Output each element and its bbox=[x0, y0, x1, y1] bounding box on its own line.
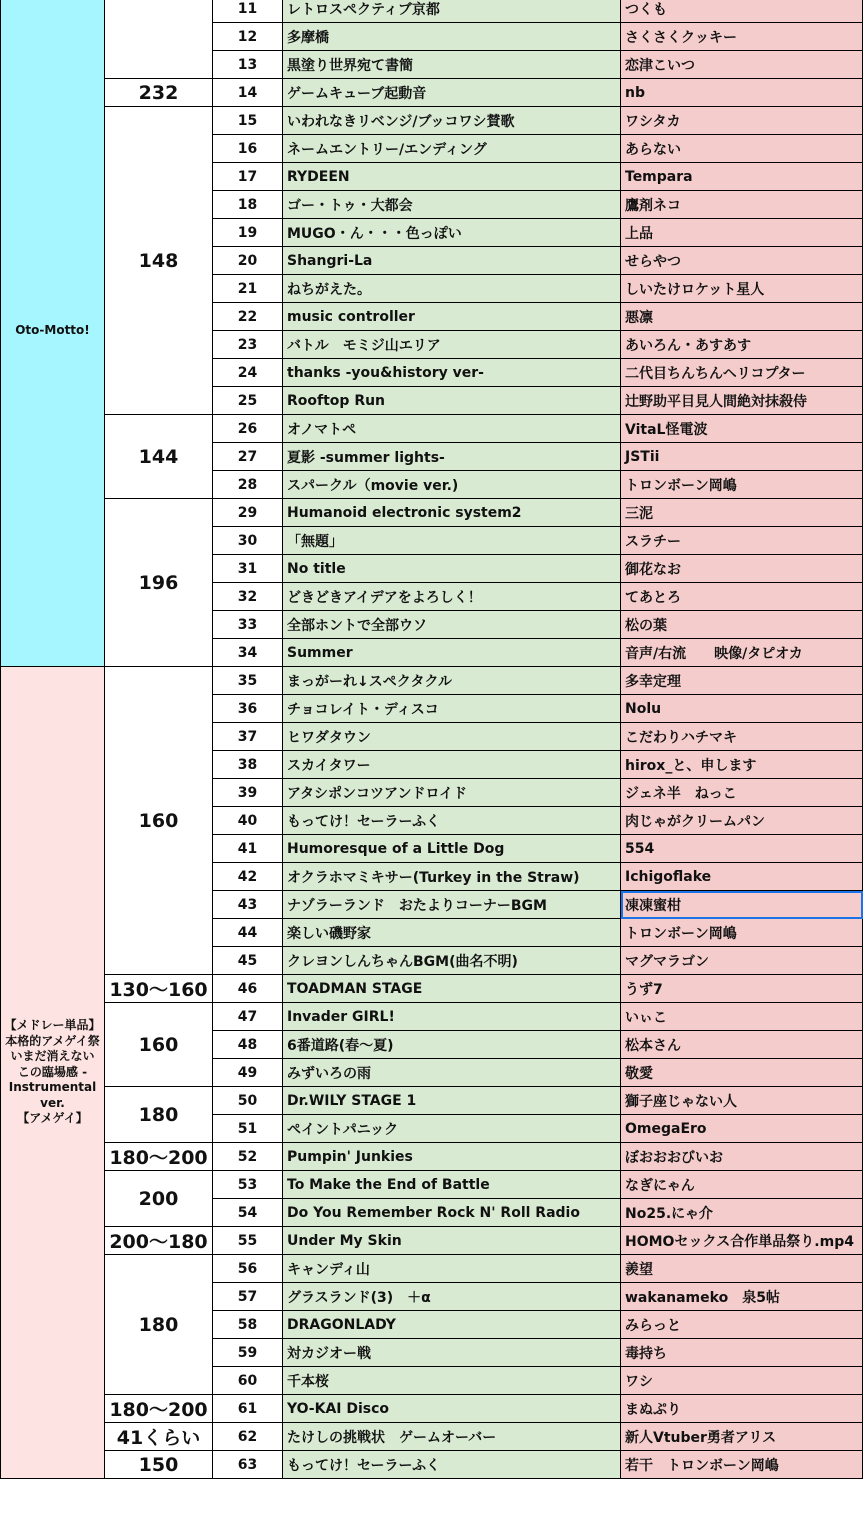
artist-cell[interactable]: トロンボーン岡嶋 bbox=[621, 919, 863, 947]
track-number-cell[interactable]: 51 bbox=[213, 1115, 283, 1143]
title-cell[interactable]: Shangri-La bbox=[283, 247, 621, 275]
track-number-cell[interactable]: 40 bbox=[213, 807, 283, 835]
track-number-cell[interactable]: 45 bbox=[213, 947, 283, 975]
artist-cell[interactable]: いぃこ bbox=[621, 1003, 863, 1031]
table-row bbox=[1, 1003, 863, 1031]
title-cell[interactable]: music controller bbox=[283, 303, 621, 331]
title-cell[interactable]: クレヨンしんちゃんBGM(曲名不明) bbox=[283, 947, 621, 975]
bpm-cell[interactable]: 196 bbox=[105, 499, 213, 667]
table-row bbox=[1, 1171, 863, 1199]
track-number-cell[interactable]: 55 bbox=[213, 1227, 283, 1255]
track-number-cell[interactable]: 39 bbox=[213, 779, 283, 807]
track-number-cell[interactable]: 52 bbox=[213, 1143, 283, 1171]
artist-cell[interactable]: 二代目ちんちんヘリコプター bbox=[621, 359, 863, 387]
artist-cell[interactable]: wakanameko 泉5帖 bbox=[621, 1283, 863, 1311]
bpm-cell[interactable]: 130～160 bbox=[105, 975, 213, 1003]
title-cell[interactable]: アタシポンコツアンドロイド bbox=[283, 779, 621, 807]
bpm-cell[interactable]: 232 bbox=[105, 79, 213, 107]
title-cell[interactable]: いわれなきリベンジ/ブッコワシ賛歌 bbox=[283, 107, 621, 135]
track-number-cell[interactable]: 49 bbox=[213, 1059, 283, 1087]
title-cell[interactable]: ネームエントリー/エンディング bbox=[283, 135, 621, 163]
artist-cell[interactable]: 悪凛 bbox=[621, 303, 863, 331]
title-cell[interactable]: Pumpin' Junkies bbox=[283, 1143, 621, 1171]
title-cell[interactable]: To Make the End of Battle bbox=[283, 1171, 621, 1199]
section-cell[interactable]: 【メドレー単品】 本格的アメゲイ祭 いまだ消えない この臨場感 - Instrumental ver. 【アメゲイ】 bbox=[1, 667, 105, 1479]
artist-cell[interactable]: 羨望 bbox=[621, 1255, 863, 1283]
title-cell[interactable]: Summer bbox=[283, 639, 621, 667]
track-number-cell[interactable]: 36 bbox=[213, 695, 283, 723]
artist-cell[interactable]: 若干 トロンボーン岡嶋 bbox=[621, 1451, 863, 1479]
artist-cell[interactable]: あいろん・あすあす bbox=[621, 331, 863, 359]
track-number-cell[interactable]: 18 bbox=[213, 191, 283, 219]
artist-cell[interactable]: 多幸定理 bbox=[621, 667, 863, 695]
title-cell[interactable]: キャンディ山 bbox=[283, 1255, 621, 1283]
artist-cell[interactable]: 敬愛 bbox=[621, 1059, 863, 1087]
table-row bbox=[1, 1423, 863, 1451]
title-cell[interactable]: グラスランド(3) ＋α bbox=[283, 1283, 621, 1311]
artist-cell[interactable]: ワシタカ bbox=[621, 107, 863, 135]
bpm-cell[interactable]: 180～200 bbox=[105, 1395, 213, 1423]
track-number-cell[interactable]: 17 bbox=[213, 163, 283, 191]
title-cell[interactable]: みずいろの雨 bbox=[283, 1059, 621, 1087]
title-cell[interactable]: 多摩橋 bbox=[283, 23, 621, 51]
artist-cell[interactable]: No25.にゃ介 bbox=[621, 1199, 863, 1227]
bpm-cell[interactable]: 150 bbox=[105, 1451, 213, 1479]
title-cell[interactable]: YO-KAI Disco bbox=[283, 1395, 621, 1423]
table-row bbox=[1, 1255, 863, 1283]
bpm-cell[interactable] bbox=[105, 0, 213, 79]
title-cell[interactable]: スカイタワー bbox=[283, 751, 621, 779]
track-number-cell[interactable]: 27 bbox=[213, 443, 283, 471]
artist-cell[interactable]: 毒持ち bbox=[621, 1339, 863, 1367]
track-number-cell[interactable]: 26 bbox=[213, 415, 283, 443]
title-cell[interactable]: Humoresque of a Little Dog bbox=[283, 835, 621, 863]
title-cell[interactable]: もってけ！セーラーふく bbox=[283, 807, 621, 835]
table-row bbox=[1, 1143, 863, 1171]
track-number-cell[interactable]: 14 bbox=[213, 79, 283, 107]
bpm-cell[interactable]: 180 bbox=[105, 1255, 213, 1395]
track-number-cell[interactable]: 32 bbox=[213, 583, 283, 611]
bpm-cell[interactable]: 180～200 bbox=[105, 1143, 213, 1171]
artist-cell[interactable]: 凍凍蜜柑 bbox=[621, 891, 863, 919]
track-number-cell[interactable]: 34 bbox=[213, 639, 283, 667]
title-cell[interactable]: オノマトペ bbox=[283, 415, 621, 443]
artist-cell[interactable]: まぬぷり bbox=[621, 1395, 863, 1423]
bpm-cell[interactable]: 200 bbox=[105, 1171, 213, 1227]
track-number-cell[interactable]: 54 bbox=[213, 1199, 283, 1227]
artist-cell[interactable]: 三泥 bbox=[621, 499, 863, 527]
track-number-cell[interactable]: 46 bbox=[213, 975, 283, 1003]
artist-cell[interactable]: 新人Vtuber勇者アリス bbox=[621, 1423, 863, 1451]
artist-cell[interactable]: 鷹剤ネコ bbox=[621, 191, 863, 219]
title-cell[interactable]: RYDEEN bbox=[283, 163, 621, 191]
title-cell[interactable]: どきどきアイデアをよろしく！ bbox=[283, 583, 621, 611]
table-row bbox=[1, 107, 863, 135]
artist-cell[interactable]: OmegaEro bbox=[621, 1115, 863, 1143]
title-cell[interactable]: Invader GIRL! bbox=[283, 1003, 621, 1031]
artist-cell[interactable]: さくさくクッキー bbox=[621, 23, 863, 51]
title-cell[interactable]: ねちがえた。 bbox=[283, 275, 621, 303]
table-row bbox=[1, 415, 863, 443]
track-number-cell[interactable]: 38 bbox=[213, 751, 283, 779]
track-number-cell[interactable]: 29 bbox=[213, 499, 283, 527]
track-number-cell[interactable]: 31 bbox=[213, 555, 283, 583]
title-cell[interactable]: 対カジオー戦 bbox=[283, 1339, 621, 1367]
table-row bbox=[1, 79, 863, 107]
artist-cell[interactable]: こだわりハチマキ bbox=[621, 723, 863, 751]
artist-cell[interactable]: あらない bbox=[621, 135, 863, 163]
title-cell[interactable]: MUGO・ん・・・色っぽい bbox=[283, 219, 621, 247]
track-number-cell[interactable]: 28 bbox=[213, 471, 283, 499]
artist-cell[interactable]: 辻野助平目見人間絶対抹殺侍 bbox=[621, 387, 863, 415]
title-cell[interactable]: ゲームキューブ起動音 bbox=[283, 79, 621, 107]
track-number-cell[interactable]: 61 bbox=[213, 1395, 283, 1423]
track-number-cell[interactable]: 25 bbox=[213, 387, 283, 415]
artist-cell[interactable]: なぎにゃん bbox=[621, 1171, 863, 1199]
table-row bbox=[1, 975, 863, 1003]
artist-cell[interactable]: Tempara bbox=[621, 163, 863, 191]
title-cell[interactable]: ゴー・トゥ・大都会 bbox=[283, 191, 621, 219]
track-number-cell[interactable]: 23 bbox=[213, 331, 283, 359]
track-number-cell[interactable]: 56 bbox=[213, 1255, 283, 1283]
track-number-cell[interactable]: 58 bbox=[213, 1311, 283, 1339]
title-cell[interactable]: 6番道路(春～夏) bbox=[283, 1031, 621, 1059]
title-cell[interactable]: 夏影 -summer lights- bbox=[283, 443, 621, 471]
artist-cell[interactable]: 獅子座じゃない人 bbox=[621, 1087, 863, 1115]
artist-cell[interactable]: つくも bbox=[621, 0, 863, 23]
title-cell[interactable]: たけしの挑戦状 ゲームオーバー bbox=[283, 1423, 621, 1451]
artist-cell[interactable]: ワシ bbox=[621, 1367, 863, 1395]
title-cell[interactable]: ナゾラーランド おたよりコーナーBGM bbox=[283, 891, 621, 919]
title-cell[interactable]: 楽しい磯野家 bbox=[283, 919, 621, 947]
table-row bbox=[1, 1451, 863, 1479]
title-cell[interactable]: スパークル（movie ver.) bbox=[283, 471, 621, 499]
track-number-cell[interactable]: 20 bbox=[213, 247, 283, 275]
bpm-cell[interactable]: 41くらい bbox=[105, 1423, 213, 1451]
track-number-cell[interactable]: 37 bbox=[213, 723, 283, 751]
track-number-cell[interactable]: 59 bbox=[213, 1339, 283, 1367]
artist-cell[interactable]: 御花なお bbox=[621, 555, 863, 583]
title-cell[interactable]: 「無題」 bbox=[283, 527, 621, 555]
table-row bbox=[1, 667, 863, 695]
table-row bbox=[1, 1227, 863, 1255]
artist-cell[interactable]: nb bbox=[621, 79, 863, 107]
artist-cell[interactable]: hirox_と、申します bbox=[621, 751, 863, 779]
bpm-cell[interactable]: 144 bbox=[105, 415, 213, 499]
artist-cell[interactable]: 恋津こいつ bbox=[621, 51, 863, 79]
track-number-cell[interactable]: 53 bbox=[213, 1171, 283, 1199]
table-row bbox=[1, 1087, 863, 1115]
bpm-cell[interactable]: 148 bbox=[105, 107, 213, 415]
track-number-cell[interactable]: 21 bbox=[213, 275, 283, 303]
title-cell[interactable]: ヒワダタウン bbox=[283, 723, 621, 751]
artist-cell[interactable]: 松本さん bbox=[621, 1031, 863, 1059]
track-number-cell[interactable]: 13 bbox=[213, 51, 283, 79]
title-cell[interactable]: Dr.WILY STAGE 1 bbox=[283, 1087, 621, 1115]
artist-cell[interactable]: ぼおおおびいお bbox=[621, 1143, 863, 1171]
artist-cell[interactable]: トロンボーン岡嶋 bbox=[621, 471, 863, 499]
track-number-cell[interactable]: 15 bbox=[213, 107, 283, 135]
table-row bbox=[1, 0, 863, 23]
artist-cell[interactable]: せらやつ bbox=[621, 247, 863, 275]
track-number-cell[interactable]: 62 bbox=[213, 1423, 283, 1451]
artist-cell[interactable]: しいたけロケット星人 bbox=[621, 275, 863, 303]
title-cell[interactable]: thanks -you&history ver- bbox=[283, 359, 621, 387]
title-cell[interactable]: 黒塗り世界宛て書簡 bbox=[283, 51, 621, 79]
title-cell[interactable]: チョコレイト・ディスコ bbox=[283, 695, 621, 723]
title-cell[interactable]: ペイントパニック bbox=[283, 1115, 621, 1143]
track-number-cell[interactable]: 11 bbox=[213, 0, 283, 23]
artist-cell[interactable]: 上品 bbox=[621, 219, 863, 247]
title-cell[interactable]: DRAGONLADY bbox=[283, 1311, 621, 1339]
track-number-cell[interactable]: 33 bbox=[213, 611, 283, 639]
track-number-cell[interactable]: 44 bbox=[213, 919, 283, 947]
title-cell[interactable]: Rooftop Run bbox=[283, 387, 621, 415]
title-cell[interactable]: Do You Remember Rock N' Roll Radio bbox=[283, 1199, 621, 1227]
track-number-cell[interactable]: 16 bbox=[213, 135, 283, 163]
table-row bbox=[1, 499, 863, 527]
artist-cell[interactable]: JSTii bbox=[621, 443, 863, 471]
artist-cell[interactable]: スラチー bbox=[621, 527, 863, 555]
track-number-cell[interactable]: 43 bbox=[213, 891, 283, 919]
track-number-cell[interactable]: 48 bbox=[213, 1031, 283, 1059]
artist-cell[interactable]: みらっと bbox=[621, 1311, 863, 1339]
track-number-cell[interactable]: 22 bbox=[213, 303, 283, 331]
artist-cell[interactable]: てあとろ bbox=[621, 583, 863, 611]
artist-cell[interactable]: マグマラゴン bbox=[621, 947, 863, 975]
title-cell[interactable]: TOADMAN STAGE bbox=[283, 975, 621, 1003]
title-cell[interactable]: 全部ホントで全部ウソ bbox=[283, 611, 621, 639]
artist-cell[interactable]: ジェネ半 ねっこ bbox=[621, 779, 863, 807]
section-cell[interactable]: Oto-Motto! bbox=[1, 0, 105, 667]
track-number-cell[interactable]: 24 bbox=[213, 359, 283, 387]
track-number-cell[interactable]: 63 bbox=[213, 1451, 283, 1479]
artist-cell[interactable]: 肉じゃがクリームパン bbox=[621, 807, 863, 835]
track-number-cell[interactable]: 42 bbox=[213, 863, 283, 891]
artist-cell[interactable]: Ichigoflake bbox=[621, 863, 863, 891]
track-number-cell[interactable]: 30 bbox=[213, 527, 283, 555]
table-row bbox=[1, 1395, 863, 1423]
artist-cell[interactable]: 松の葉 bbox=[621, 611, 863, 639]
artist-cell[interactable]: Nolu bbox=[621, 695, 863, 723]
title-cell[interactable]: レトロスペクティブ京都 bbox=[283, 0, 621, 23]
bpm-cell[interactable]: 160 bbox=[105, 667, 213, 975]
title-cell[interactable]: バトル モミジ山エリア bbox=[283, 331, 621, 359]
bpm-cell[interactable]: 160 bbox=[105, 1003, 213, 1087]
track-number-cell[interactable]: 60 bbox=[213, 1367, 283, 1395]
title-cell[interactable]: No title bbox=[283, 555, 621, 583]
track-number-cell[interactable]: 41 bbox=[213, 835, 283, 863]
title-cell[interactable]: Humanoid electronic system2 bbox=[283, 499, 621, 527]
title-cell[interactable]: もってけ！セーラーふく bbox=[283, 1451, 621, 1479]
track-number-cell[interactable]: 57 bbox=[213, 1283, 283, 1311]
track-number-cell[interactable]: 12 bbox=[213, 23, 283, 51]
title-cell[interactable]: まっがーれ↓スペクタクル bbox=[283, 667, 621, 695]
bpm-cell[interactable]: 180 bbox=[105, 1087, 213, 1143]
artist-cell[interactable]: 音声/右流 映像/タピオカ bbox=[621, 639, 863, 667]
track-number-cell[interactable]: 50 bbox=[213, 1087, 283, 1115]
track-number-cell[interactable]: 35 bbox=[213, 667, 283, 695]
track-number-cell[interactable]: 19 bbox=[213, 219, 283, 247]
track-number-cell[interactable]: 47 bbox=[213, 1003, 283, 1031]
artist-cell[interactable]: HOMOセックス合作単品祭り.mp4 bbox=[621, 1227, 863, 1255]
artist-cell[interactable]: うず7 bbox=[621, 975, 863, 1003]
title-cell[interactable]: 千本桜 bbox=[283, 1367, 621, 1395]
artist-cell[interactable]: VitaL怪電波 bbox=[621, 415, 863, 443]
artist-cell[interactable]: 554 bbox=[621, 835, 863, 863]
bpm-cell[interactable]: 200～180 bbox=[105, 1227, 213, 1255]
title-cell[interactable]: Under My Skin bbox=[283, 1227, 621, 1255]
title-cell[interactable]: オクラホマミキサー(Turkey in the Straw) bbox=[283, 863, 621, 891]
